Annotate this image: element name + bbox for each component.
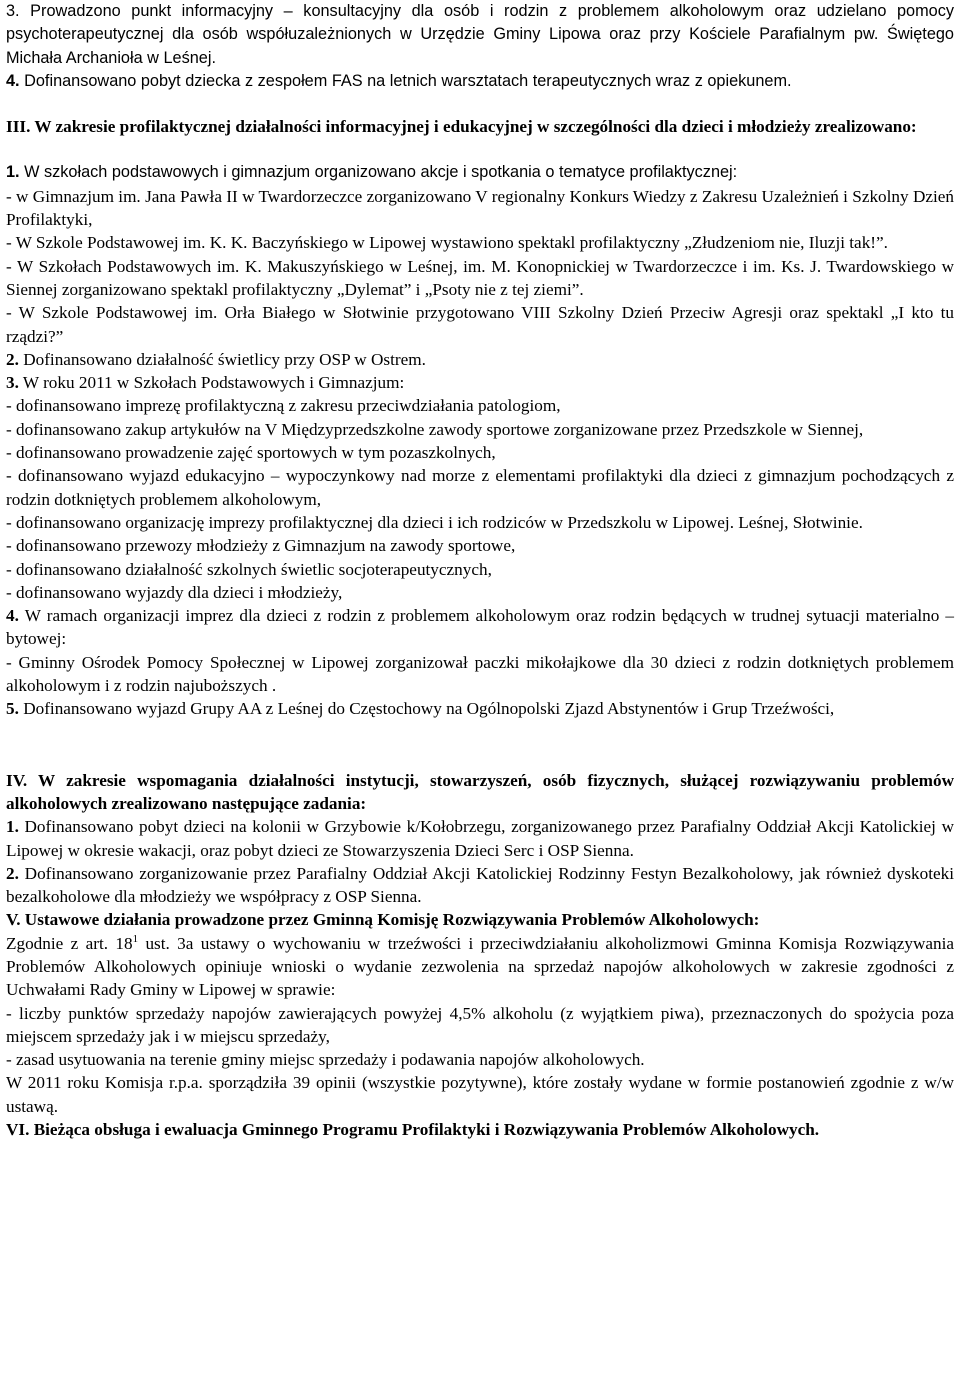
item-text: Dofinansowano zorganizowanie przez Parafialny Oddział Akcji Katolickiej Rodzinny Festyn Bezalkoholowy, jak również dyskoteki bezalkoholowe dla młodzieży we współpracy z OSP Sienna.	[6, 863, 954, 907]
item-number: 1.	[6, 817, 19, 837]
item-text: Jana Pawła II w Twardorzeczce zorganizowano V regionalny Konkurs Wiedzy z Zakresu Uzależnień i Szkolny Dzień Profilaktyki,	[6, 186, 954, 230]
item-number: 1.	[6, 163, 20, 182]
item-text: Dofinansowano pobyt dzieci na kolonii w Grzybowie k/Kołobrzegu, zorganizowanego przez Parafialny Oddział Akcji Katolickiej w Lipowej w okresie wakacji, oraz pobyt dzieci ze Stowarzyszenia Dzieci Serc i OSP Sienna.	[6, 817, 954, 860]
item-iii-3c: - dofinansowano prowadzenie zajęć sportowych w tym pozaszkolnych,	[6, 443, 496, 463]
item-text: Dofinansowano wyjazd Grupy AA z Leśnej do Częstochowy na Ogólnopolski Zjazd Abstynentów i Grup Trzeźwości,	[18, 699, 835, 719]
item-number: 2.	[6, 349, 19, 369]
item-iii-4a: - Gminny Ośrodek Pomocy Społecznej w Lipowej zorganizował paczki mikołajkowe dla 30 dzieci z rodzin dotkniętych problemem alkoholowym i z rodzin najuboższych .	[6, 652, 954, 696]
item-iii-3e: - dofinansowano organizację imprezy profilaktycznej dla dzieci i ich rodziców w Przedszkolu w Lipowej. Leśnej, Słotwinie.	[6, 512, 863, 532]
item-prefix: - W Szkole Podstawowej im.	[6, 303, 218, 323]
item-iv-2	[6, 862, 954, 909]
item-number: 3.	[6, 373, 19, 393]
item-iii-3d: - dofinansowano wyjazd edukacyjno – wypoczynkowy nad morze z elementami profilaktyki dla dzieci z gimnazjum pochodzących z rodzin dotkniętych problemem alkoholowym,	[6, 466, 954, 509]
item-v-1a: - liczby punktów sprzedaży napojów zawierających powyżej 4,5% alkoholu (z wyjątkiem piwa), przeznaczonych do spożycia poza miejscem sprzedaży jak i w miejscu sprzedaży,	[6, 1003, 954, 1046]
item-iii-2	[6, 348, 954, 371]
item-text: Orła Białego w Słotwinie przygotowano VIII Szkolny Dzień Przeciw Agresji oraz spektakl „I kto tu rządzi?”	[6, 303, 954, 346]
item-text: W ramach organizacji imprez dla dzieci z rodzin z problemem alkoholowym oraz rodzin będących w trudnej sytuacji materialno – bytowej:	[6, 606, 954, 649]
section-heading-vi: VI. Bieżąca obsługa i ewaluacja Gminnego Programu Profilaktyki i Rozwiązywania Problemów Alkoholowych.	[6, 1120, 820, 1140]
item-iii-3f: - dofinansowano przewozy młodzieży z Gimnazjum na zawody sportowe,	[6, 536, 516, 556]
item-iii-1a	[6, 185, 954, 232]
item-prefix: - w Gimnazjum im.	[6, 186, 141, 206]
item-v-1b: - zasad usytuowania na terenie gminy miejsc sprzedaży i podawania napojów alkoholowych.	[6, 1050, 645, 1070]
item-prefix: Zgodnie z art. 18	[6, 933, 133, 953]
item-v-1	[6, 932, 954, 1002]
paragraph-4-fas	[6, 70, 954, 93]
item-iii-3g: - dofinansowano działalność szkolnych świetlic socjoterapeutycznych,	[6, 559, 492, 579]
superscript: 1	[132, 932, 139, 945]
item-iii-4	[6, 604, 954, 651]
section-heading-iv: IV. W zakresie wspomagania działalności instytucji, stowarzyszeń, osób fizycznych, służącej rozwiązywaniu problemów alkoholowych zrealizowano następujące zadania:	[6, 770, 954, 813]
item-number: 4.	[6, 606, 19, 626]
item-iii-1c: - W Szkołach Podstawowych im. K. Makuszyńskiego w Leśnej, im. M. Konopnickiej w Twardorzeczce i im. Ks. J. Twardowskiego w Siennej zorganizowano spektakl profilaktyczny „Dylemat” i „Psoty nie z tej ziemi”.	[6, 256, 954, 299]
item-text: W szkołach podstawowych i gimnazjum organizowano akcje i spotkania o tematyce profilaktycznej:	[19, 163, 738, 182]
item-number: 2.	[6, 863, 19, 883]
item-v-2: W 2011 roku Komisja r.p.a. sporządziła 39 opinii (wszystkie pozytywne), które zostały wydane w formie postanowień zgodnie z w/w ustawą.	[6, 1073, 954, 1116]
item-iii-5	[6, 697, 954, 720]
item-iii-3b: - dofinansowano zakup artykułów na V Międzyprzedszkolne zawody sportowe zorganizowane przez Przedszkole w Siennej,	[6, 419, 864, 439]
section-heading-v: V. Ustawowe działania prowadzone przez Gminną Komisję Rozwiązywania Problemów Alkoholowych:	[6, 910, 760, 930]
item-text: W roku 2011 w Szkołach Podstawowych i Gimnazjum:	[18, 373, 405, 393]
item-iii-3h: - dofinansowano wyjazdy dla dzieci i młodzieży,	[6, 582, 343, 602]
item-text: Dofinansowano działalność świetlicy przy OSP w Ostrem.	[18, 349, 426, 369]
item-iii-3	[6, 371, 954, 394]
item-text: ust. 3a ustawy o wychowaniu w trzeźwości i przeciwdziałaniu alkoholizmowi Gminna Komisja Rozwiązywania Problemów Alkoholowych opiniuje wnioski o wydanie zezwolenia na sprzedaż napojów alkoholowych w zakresie zgodności z Uchwałami Rady Gminy w Lipowej w sprawie:	[6, 933, 954, 1000]
item-iv-1	[6, 815, 954, 862]
item-number: 5.	[6, 699, 19, 719]
paragraph-3-info-point: 3. Prowadzono punkt informacyjny – konsultacyjny dla osób i rodzin z problemem alkoholowym oraz udzielano pomocy psychoterapeutycznej dla osób współuzależnionych w Urzędzie Gminy Lipowa oraz przy Kościele Parafialnym pw. Świętego Michała Archanioła w Leśnej.	[6, 2, 954, 67]
item-number: 4.	[6, 71, 20, 90]
item-iii-3a: - dofinansowano imprezę profilaktyczną z zakresu przeciwdziałania patologiom,	[6, 396, 561, 416]
item-iii-1b: - W Szkole Podstawowej im. K. K. Baczyńskiego w Lipowej wystawiono spektakl profilaktyczny „Złudzeniom nie, Iluzji tak!”.	[6, 233, 888, 253]
item-text: Dofinansowano pobyt dziecka z zespołem FAS na letnich warsztatach terapeutycznych wraz z opiekunem.	[19, 71, 792, 90]
item-iii-1	[6, 160, 954, 184]
section-heading-iii: III. W zakresie profilaktycznej działalności informacyjnej i edukacyjnej w szczególności dla dzieci i młodzieży zrealizowano:	[6, 117, 917, 137]
item-iii-1d	[6, 301, 954, 348]
